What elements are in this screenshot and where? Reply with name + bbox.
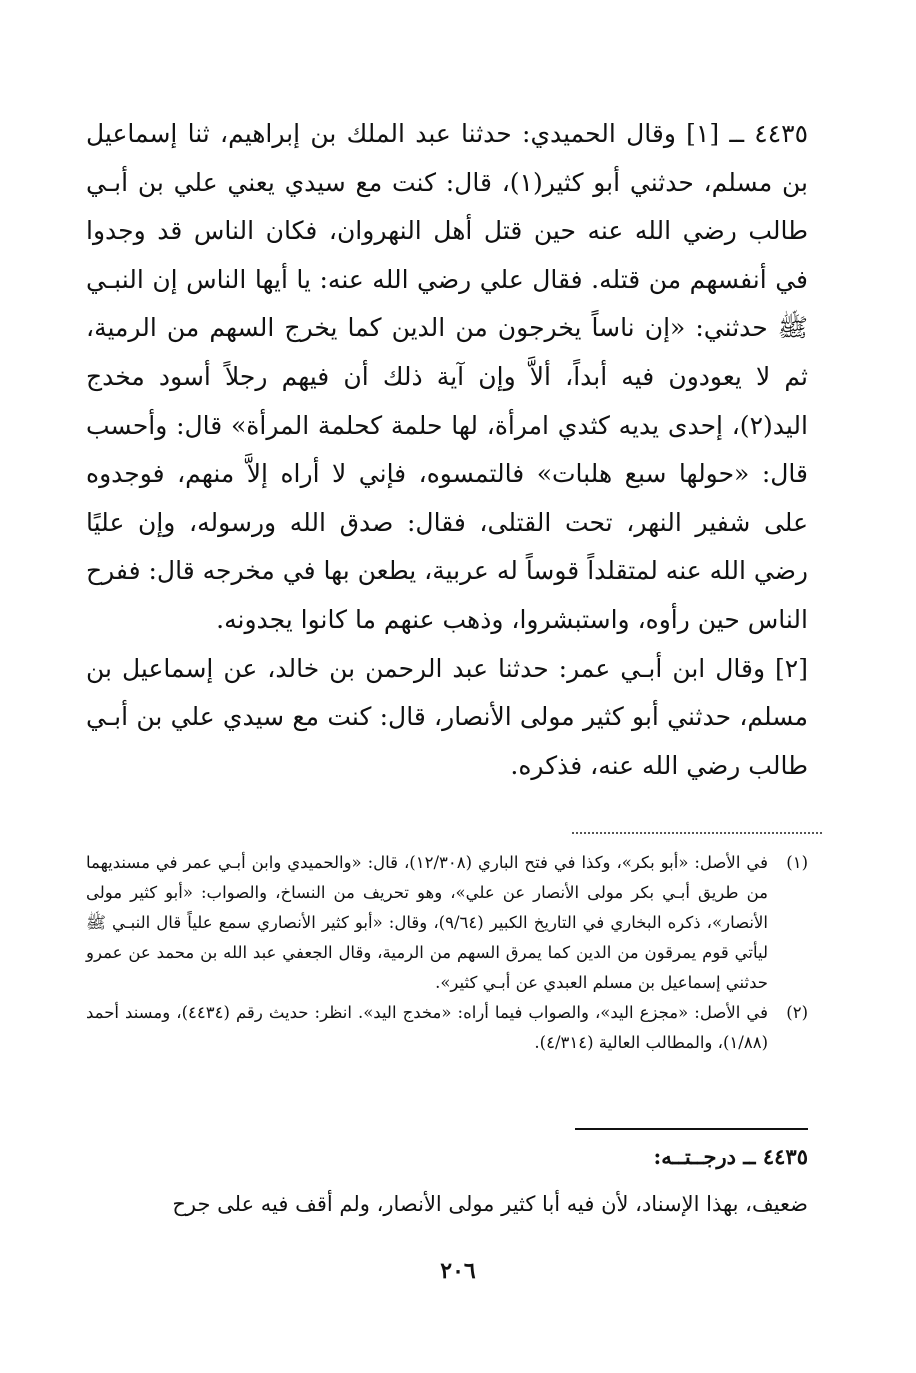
- footnote-text: في الأصل: «أبو بكر»، وكذا في فتح الباري (١٢/٣٠٨)، قال: «والحميدي وابن أبـي عمر في مسنديهما من طريق أبـي بكر مولى الأنصار عن علي»، وهو تحريف من النساخ، والصواب: «أبو كثير مولى الأنصار»، ذكره البخاري في التاريخ الكبير (٩/٦٤)، وقال: «أبو كثير الأنصاري سمع علياً قال النبـي ﷺ ليأتي قوم يمرقون من الدين كما يمرق السهم من الرمية، وقال الجعفي عبد الله بن محمد عن عمرو حدثني إسماعيل بن مسلم العبدي عن أبـي كثير».: [86, 853, 768, 992]
- hadith-paragraph-1: ٤٤٣٥ ــ [١] وقال الحميدي: حدثنا عبد الملك بن إبراهيم، ثنا إسماعيل بن مسلم، حدثني أبو كثير(١)، قال: كنت مع سيدي يعني علي بن أبـي طالب رضي الله عنه حين قتل أهل النهروان، فكان الناس قد وجدوا في أنفسهم من قتله. فقال علي رضي الله عنه: يا أيها الناس إن النبـي ﷺ حدثني: «إن ناساً يخرجون من الدين كما يخرج السهم من الرمية، ثم لا يعودون فيه أبداً، ألاَّ وإن آية ذلك أن فيهم رجلاً أسود مخدج اليد(٢)، إحدى يديه كثدي امرأة، لها حلمة كحلمة المرأة» قال: وأحسب قال: «حولها سبع هلبات» فالتمسوه، فإني لا أراه إلاَّ منهم، فوجدوه على شفير النهر، تحت القتلى، فقال: صدق الله ورسوله، وإن عليًا رضي الله عنه لمتقلداً قوساً له عربية، يطعن بها في مخرجه قال: ففرح الناس حين رأوه، واستبشروا، وذهب عنهم ما كانوا يجدونه.: [86, 119, 809, 634]
- hadith-body: [86, 110, 808, 790]
- footnote-2: [86, 998, 808, 1058]
- footnote-separator: [572, 820, 822, 834]
- footnote-number: (١): [786, 853, 808, 872]
- footnotes: [86, 848, 808, 1058]
- footnote-text: في الأصل: «مجزع اليد»، والصواب فيما أراه: «مخدج اليد». انظر: حديث رقم (٤٤٣٤)، ومسند أحمد (١/٨٨)، والمطالب العالية (٤/٣١٤).: [86, 1003, 769, 1052]
- footnote-number: (٢): [786, 1003, 808, 1022]
- hadith-paragraph-2: [٢] وقال ابن أبـي عمر: حدثنا عبد الرحمن بن خالد، عن إسماعيل بن مسلم، حدثني أبو كثير مولى الأنصار، قال: كنت مع سيدي علي بن أبـي طالب رضي الله عنه، فذكره.: [86, 653, 808, 780]
- footnote-1: [86, 848, 808, 998]
- page-number: ٢٠٦: [440, 1258, 476, 1284]
- grading-heading: ٤٤٣٥ ــ درجــتــه:: [653, 1144, 808, 1169]
- section-rule: [575, 1128, 808, 1130]
- grading-text: ضعيف، بهذا الإسناد، لأن فيه أبا كثير مولى الأنصار، ولم أقف فيه على جرح: [172, 1192, 808, 1216]
